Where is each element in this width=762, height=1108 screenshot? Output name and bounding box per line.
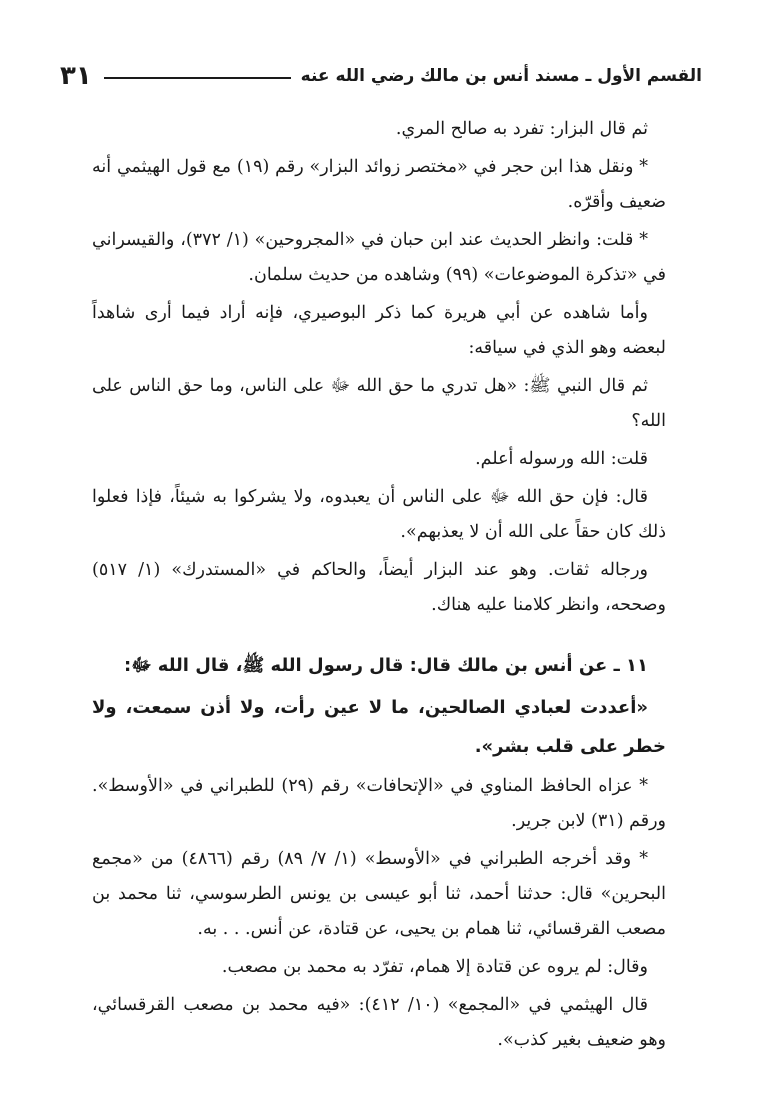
section-gap	[92, 626, 666, 646]
hadith-text: «أعددت لعبادي الصالحين، ما لا عين رأت، ولا أذن سمعت، ولا خطر على قلب بشر».	[92, 697, 666, 757]
paragraph: ورجاله ثقات. وهو عند البزار أيضاً، والحاكم في «المستدرك» (١/ ٥١٧) وصححه، وانظر كلامنا عليه هناك.	[92, 560, 666, 615]
paragraph: وأما شاهده عن أبي هريرة كما ذكر البوصيري، فإنه أراد فيما أرى شاهداً لبعضه وهو الذي في سياقه:	[92, 303, 666, 358]
paragraph: ثم قال النبي ﷺ: «هل تدري ما حق الله ﷻ على الناس، وما حق الناس على الله؟	[92, 376, 666, 431]
note-paragraph: * وقد أخرجه الطبراني في «الأوسط» (١/ ٧/ ٨٩) رقم (٤٨٦٦) من «مجمع البحرين» قال: حدثنا أحمد، ثنا أبو عيسى بن يونس الطرسوسي، ثنا محمد بن مصعب القرقسائي، ثنا همام بن يحيى، عن قتادة، عن أنس. . . به.	[92, 849, 666, 939]
paragraph: * ونقل هذا ابن حجر في «مختصر زوائد البزار» رقم (١٩) مع قول الهيثمي أنه ضعيف وأقرّه.	[92, 157, 666, 212]
page-header	[60, 56, 702, 96]
paragraph: قال: فإن حق الله ﷻ على الناس أن يعبدوه، ولا يشركوا به شيئاً، فإذا فعلوا ذلك كان حقاً على الله أن لا يعذبهم».	[92, 487, 666, 542]
note-paragraph: قال الهيثمي في «المجمع» (١٠/ ٤١٢): «فيه محمد بن مصعب القرقسائي، وهو ضعيف بغير كذب».	[92, 995, 666, 1050]
paragraph: * قلت: وانظر الحديث عند ابن حبان في «المجروحين» (١/ ٣٧٢)، والقيسراني في «تذكرة الموضوعات» (٩٩) وشاهده من حديث سلمان.	[92, 230, 666, 285]
note-paragraph: * عزاه الحافظ المناوي في «الإتحافات» رقم (٢٩) للطبراني في «الأوسط». ورقم (٣١) لابن جرير.	[92, 776, 666, 831]
paragraph: قلت: الله ورسوله أعلم.	[475, 449, 648, 469]
note-paragraph: وقال: لم يروه عن قتادة إلا همام، تفرّد به محمد بن مصعب.	[221, 957, 648, 977]
page-number: ٣١	[60, 61, 92, 91]
hadith-heading: ١١ ـ عن أنس بن مالك قال: قال رسول الله ﷺ، قال الله ﷻ:	[124, 655, 648, 676]
running-title: القسم الأول ـ مسند أنس بن مالك رضي الله عنه	[300, 66, 702, 86]
header-rule	[104, 77, 291, 79]
paragraph: ثم قال البزار: تفرد به صالح المري.	[395, 119, 648, 139]
page-body	[92, 112, 666, 1061]
